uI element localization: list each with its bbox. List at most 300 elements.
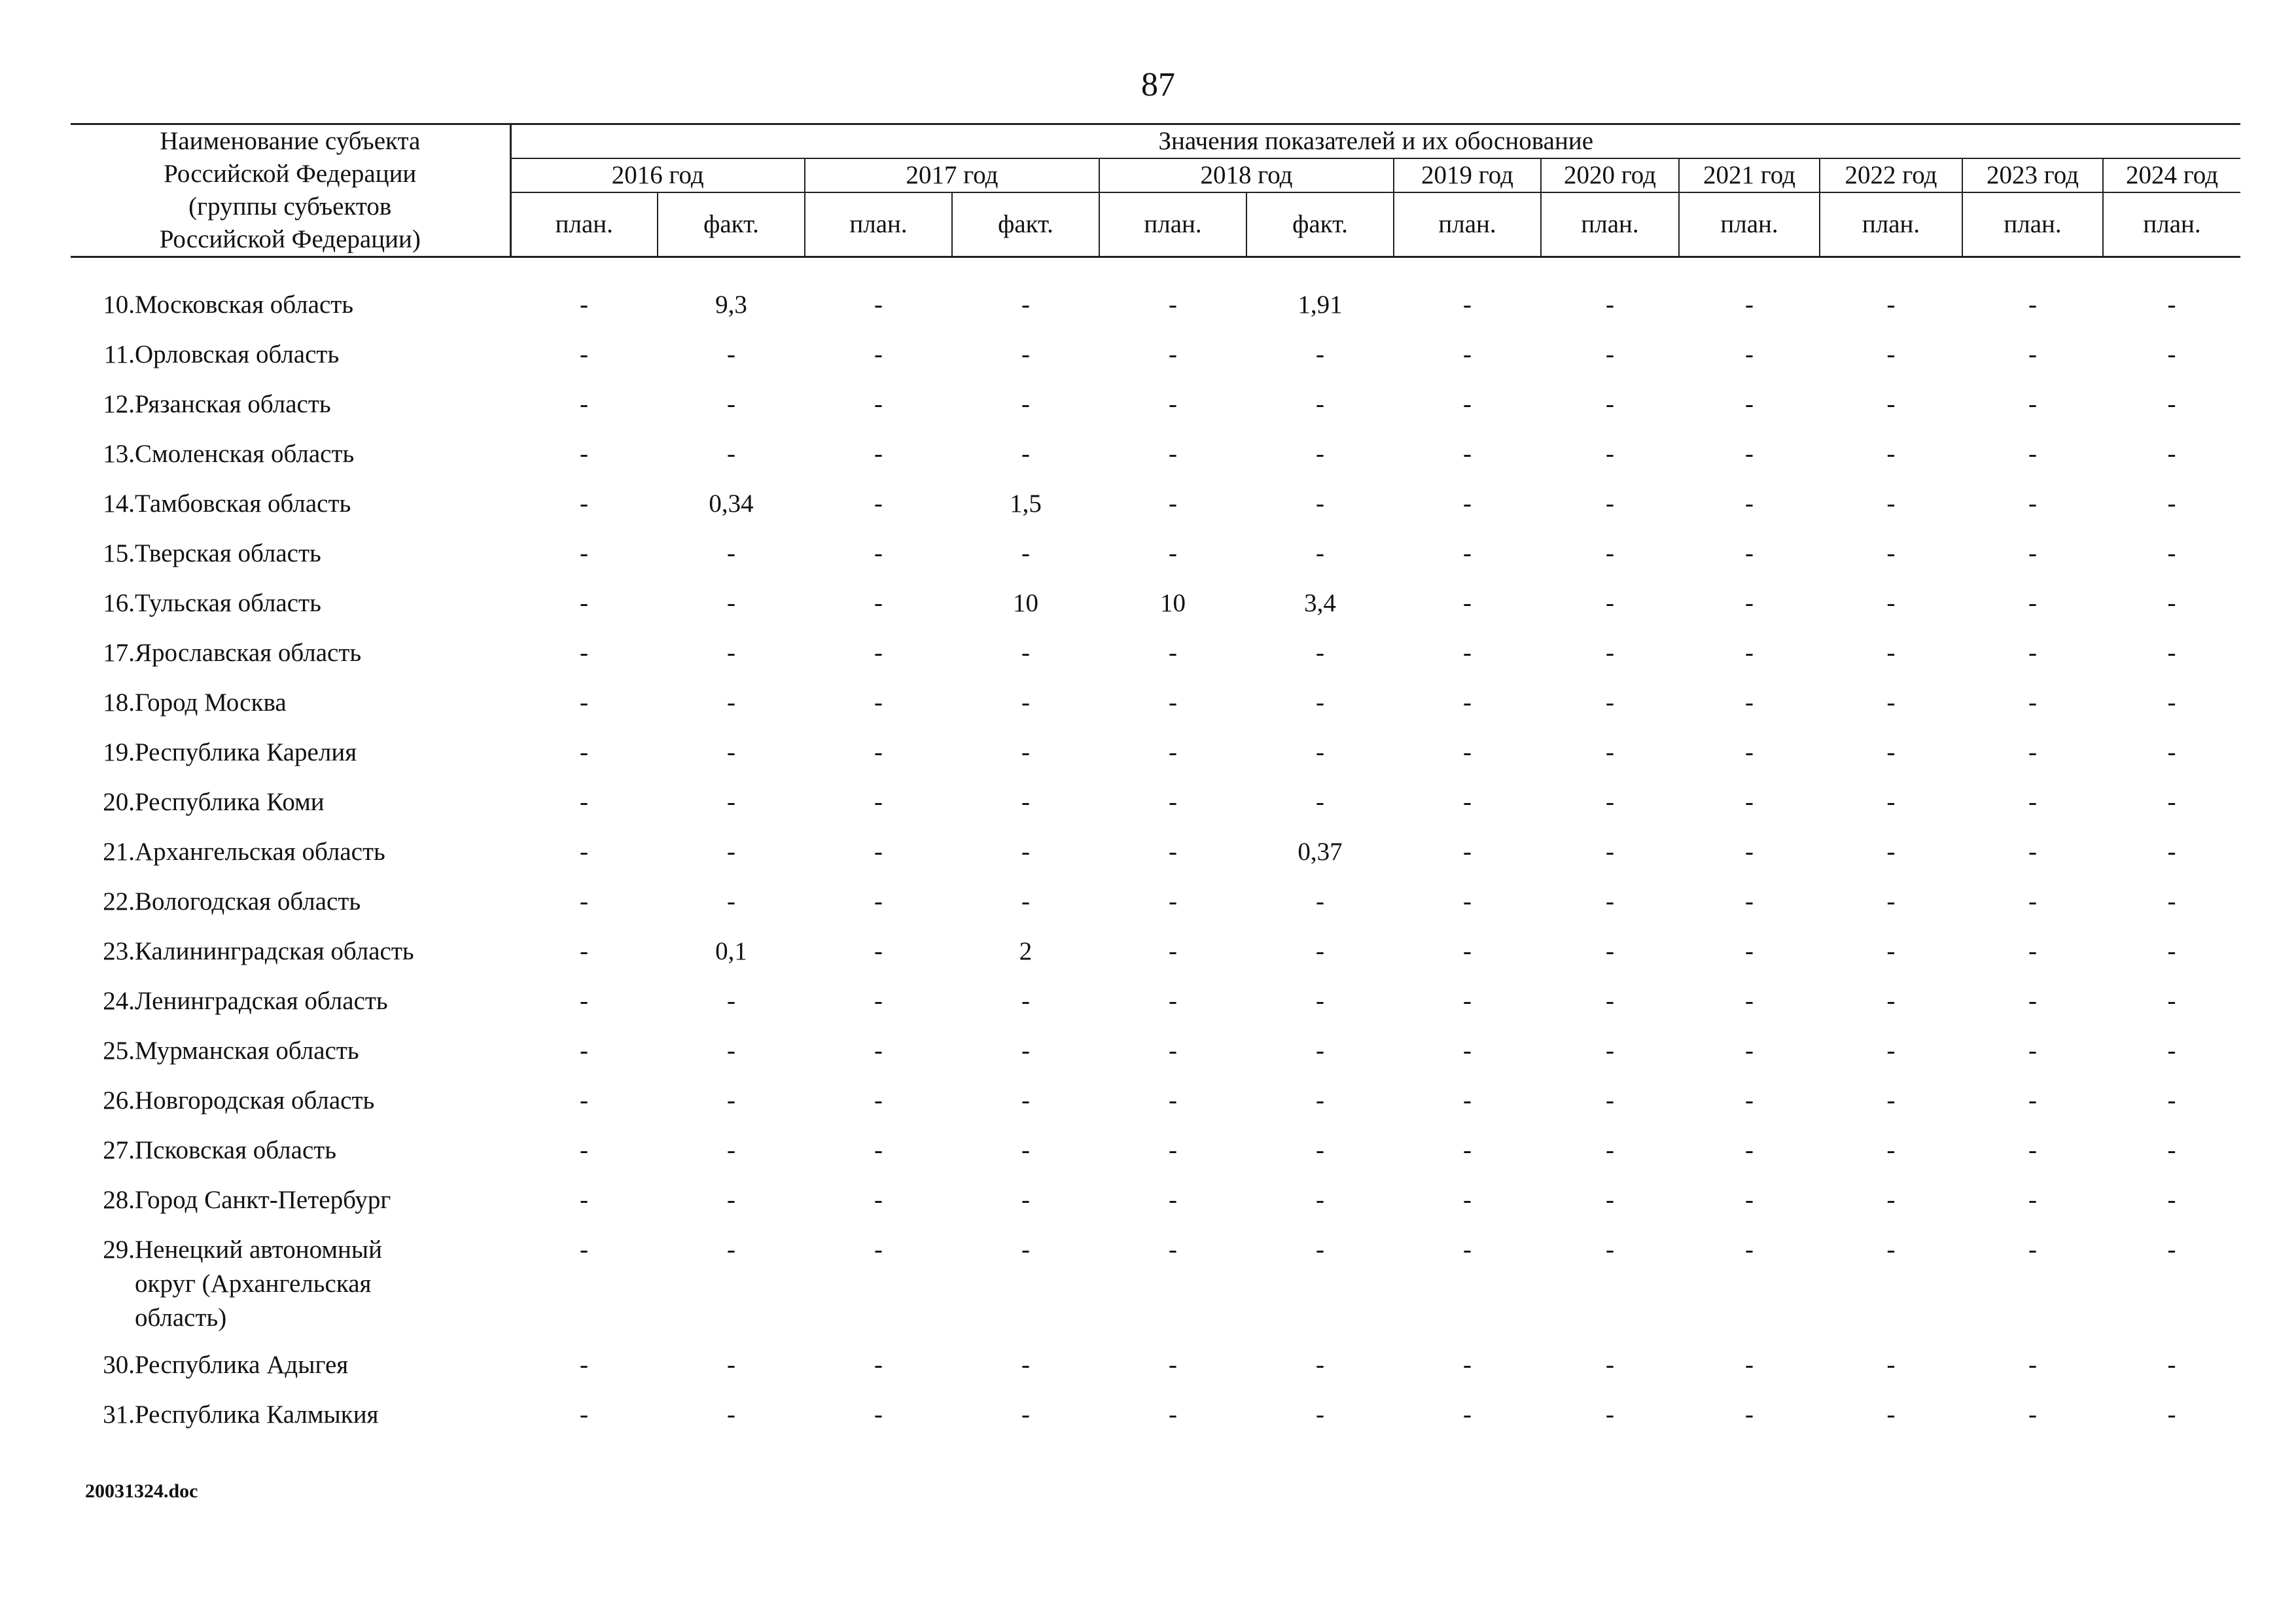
subheader-2017-fact: факт. [952,192,1099,257]
value-cell: - [580,1400,588,1429]
value-cell: - [1745,1086,1754,1115]
value-cell: - [1021,1400,1030,1429]
subheader-2022-plan: план. [1820,192,1962,257]
value-cell: - [1463,390,1472,418]
value-cell: - [1606,987,1614,1015]
value-cell: - [1316,887,1324,916]
subject-name: Город Москва [135,688,287,717]
subject-name: Ярославская область [135,639,362,667]
value-cell: - [2028,1037,2037,1065]
value-cell: - [874,937,883,965]
value-cell: - [1745,1351,1754,1379]
subject-name-line: область) [135,1304,227,1332]
value-cell: - [1463,291,1472,319]
value-cell: - [1463,1086,1472,1115]
value-cell: - [1463,440,1472,468]
value-cell: - [1745,1186,1754,1214]
value-cell: - [1316,440,1324,468]
value-cell: - [1316,1236,1324,1264]
value-cell: - [1316,937,1324,965]
value-cell: - [1745,738,1754,766]
value-cell: - [2167,1086,2176,1115]
row-number: 29. [103,1236,135,1264]
subject-name-header-line: Российской Федерации [164,160,417,188]
value-cell: - [727,1037,735,1065]
value-cell: - [580,639,588,667]
value-cell: 0,1 [715,937,747,965]
value-cell: - [1463,340,1472,368]
value-cell: - [727,1236,735,1264]
value-cell: - [580,937,588,965]
value-cell: - [580,738,588,766]
row-number: 26. [103,1086,135,1115]
value-cell: - [2167,340,2176,368]
row-number: 28. [103,1186,135,1214]
value-cell: - [1169,639,1177,667]
value-cell: - [580,539,588,567]
indicator-table [71,123,2240,1448]
value-cell: - [874,738,883,766]
value-cell: - [2028,937,2037,965]
value-cell: - [1463,738,1472,766]
value-cell: - [1021,539,1030,567]
value-cell: - [1463,688,1472,717]
subject-name-header-line: Российской Федерации) [159,225,421,253]
value-cell: - [1606,1400,1614,1429]
value-cell: - [2167,1186,2176,1214]
value-cell: - [2028,688,2037,717]
value-cell: - [2028,1400,2037,1429]
value-cell: - [727,838,735,866]
value-cell: - [1886,589,1896,617]
table-row [71,935,2240,984]
value-cell: - [1169,1136,1177,1164]
value-cell: - [727,688,735,717]
value-cell: - [1169,291,1177,319]
year-header-2017: 2017 год [805,158,1099,192]
value-cell: - [2167,887,2176,916]
table-row [71,288,2240,338]
value-cell: - [1606,440,1614,468]
value-cell: - [580,1037,588,1065]
value-cell: - [1021,688,1030,717]
value-cell: - [1745,1136,1754,1164]
value-cell: - [1606,539,1614,567]
table-row [71,338,2240,387]
value-cell: - [874,539,883,567]
value-cell: - [874,1400,883,1429]
value-cell: - [1021,440,1030,468]
value-cell: - [1463,539,1472,567]
row-number: 13. [103,440,135,468]
subject-name-header-line: Наименование субъекта [160,127,421,155]
row-number: 14. [103,490,135,518]
value-cell: - [874,1086,883,1115]
value-cell: - [1606,639,1614,667]
table-row [71,1183,2240,1233]
value-cell: - [1606,291,1614,319]
value-cell: - [1316,1136,1324,1164]
table-row [71,1398,2240,1448]
row-number: 23. [103,937,135,965]
value-cell: - [1606,1086,1614,1115]
value-cell: - [2028,1236,2037,1264]
row-number: 31. [103,1400,135,1429]
value-cell: - [1169,539,1177,567]
value-cell: - [1169,987,1177,1015]
value-cell: - [1169,1037,1177,1065]
value-cell: - [1316,987,1324,1015]
value-cell: - [1745,340,1754,368]
value-cell: - [727,1186,735,1214]
value-cell: - [580,1136,588,1164]
value-cell: - [874,688,883,717]
value-cell: - [1169,788,1177,816]
value-cell: 1,91 [1298,291,1343,319]
value-cell: - [2028,440,2037,468]
value-cell: - [727,887,735,916]
value-cell: - [2028,390,2037,418]
value-cell: - [874,887,883,916]
value-cell: 10 [1160,589,1186,617]
value-cell: - [2167,1400,2176,1429]
spacer-row [71,257,2240,289]
value-cell: - [1606,688,1614,717]
table-row [71,785,2240,835]
subject-name: Тульская область [135,589,321,617]
value-cell: - [727,738,735,766]
value-cell: - [1021,291,1030,319]
value-cell: - [1606,1136,1614,1164]
value-cell: - [1886,688,1896,717]
value-cell: - [580,1086,588,1115]
value-cell: - [1021,887,1030,916]
value-cell: - [1463,1236,1472,1264]
subheader-2021-plan: план. [1679,192,1820,257]
subject-name: Республика Коми [135,788,325,816]
value-cell: - [727,539,735,567]
subject-name: Тверская область [135,539,321,567]
value-cell: - [1316,340,1324,368]
value-cell: - [1745,688,1754,717]
value-cell: - [1021,1136,1030,1164]
value-cell: - [1169,390,1177,418]
row-number: 11. [103,340,135,368]
value-cell: - [874,1037,883,1065]
value-cell: - [1606,1236,1614,1264]
value-cell: - [1021,1351,1030,1379]
subject-name: Архангельская область [135,838,385,866]
value-cell: 1,5 [1010,490,1042,518]
value-cell: - [727,987,735,1015]
table-row [71,835,2240,885]
subject-name [135,1233,510,1348]
subject-name: Псковская область [135,1136,337,1164]
value-cell: - [1886,291,1896,319]
value-cell: - [874,788,883,816]
value-cell: - [727,788,735,816]
value-cell: - [1606,390,1614,418]
value-cell: - [2167,390,2176,418]
subject-name: Тамбовская область [135,490,351,518]
value-cell: - [874,987,883,1015]
value-cell: - [1316,788,1324,816]
value-cell: - [2167,838,2176,866]
value-cell: - [2028,639,2037,667]
value-cell: - [727,390,735,418]
value-cell: - [1316,1086,1324,1115]
value-cell: - [1021,1086,1030,1115]
value-cell: - [1463,639,1472,667]
value-cell: - [2167,639,2176,667]
value-cell: - [580,440,588,468]
row-number: 21. [103,838,135,866]
value-cell: 0,37 [1298,838,1343,866]
year-header-2022: 2022 год [1820,158,1962,192]
subheader-2020-plan: план. [1541,192,1679,257]
value-cell: - [2028,291,2037,319]
value-cell: - [2167,788,2176,816]
value-cell: 0,34 [709,490,754,518]
value-cell: - [1169,440,1177,468]
table-row [71,487,2240,537]
value-cell: - [1886,987,1896,1015]
value-cell: - [2028,1186,2037,1214]
value-cell: - [1316,390,1324,418]
value-cell: - [1886,1086,1896,1115]
value-cell: - [1021,987,1030,1015]
value-cell: - [1886,1236,1896,1264]
value-cell: - [1886,440,1896,468]
year-header-2020: 2020 год [1541,158,1679,192]
value-cell: - [1606,788,1614,816]
subheader-2018-plan: план. [1099,192,1246,257]
value-cell: - [1745,589,1754,617]
value-cell: - [1169,490,1177,518]
value-cell: - [580,987,588,1015]
table-row [71,1133,2240,1183]
value-cell: - [1316,490,1324,518]
subject-name: Мурманская область [135,1037,359,1065]
value-cell: - [1169,838,1177,866]
value-cell: - [580,838,588,866]
value-cell: - [580,340,588,368]
table-row [71,537,2240,586]
subject-name: Республика Карелия [135,738,357,766]
value-cell: - [2028,788,2037,816]
value-cell: - [1463,1351,1472,1379]
value-cell: - [2167,937,2176,965]
table-row [71,686,2240,736]
subject-name: Новгородская область [135,1086,375,1115]
table-row [71,1233,2240,1348]
table-row [71,1084,2240,1133]
value-cell: - [874,639,883,667]
subject-name-line: округ (Архангельская [135,1270,372,1298]
value-cell: - [727,639,735,667]
table-row [71,636,2240,686]
value-cell: - [2028,539,2037,567]
value-cell: - [1606,937,1614,965]
value-cell: - [1745,1037,1754,1065]
value-cell: - [580,1351,588,1379]
row-number: 30. [103,1351,135,1379]
value-cell: - [874,838,883,866]
value-cell: - [1886,1400,1896,1429]
value-cell: - [1021,738,1030,766]
value-cell: - [1169,738,1177,766]
year-header-2021: 2021 год [1679,158,1820,192]
row-number: 17. [103,639,135,667]
table-row [71,1034,2240,1084]
row-number: 10. [103,291,135,319]
table-row [71,736,2240,785]
value-cell: - [1463,490,1472,518]
row-number: 22. [103,887,135,916]
value-cell: - [1169,887,1177,916]
value-cell: - [1169,1236,1177,1264]
value-cell: - [1021,1186,1030,1214]
value-cell: - [2167,1037,2176,1065]
value-cell: - [727,589,735,617]
value-cell: - [2167,291,2176,319]
value-cell: - [874,390,883,418]
value-cell: - [874,1236,883,1264]
value-cell: 10 [1013,589,1038,617]
row-number: 18. [103,688,135,717]
value-cell: - [2167,589,2176,617]
value-cell: - [1745,1236,1754,1264]
value-cell: - [2028,589,2037,617]
value-cell: - [1886,490,1896,518]
value-cell: - [1169,1400,1177,1429]
table-row [71,984,2240,1034]
value-cell: - [1886,1351,1896,1379]
subject-name: Московская область [135,291,354,319]
subject-name: Вологодская область [135,887,361,916]
value-cell: - [1745,390,1754,418]
year-header-2019: 2019 год [1394,158,1541,192]
value-cell: - [1463,1136,1472,1164]
table-row [71,387,2240,437]
subheader-2023-plan: план. [1962,192,2103,257]
value-cell: - [580,1186,588,1214]
value-cell: - [580,291,588,319]
value-cell: - [727,1400,735,1429]
subject-name: Калининградская область [135,937,414,965]
value-cell: - [874,440,883,468]
value-cell: - [1021,1236,1030,1264]
value-cell: - [2028,987,2037,1015]
row-number: 25. [103,1037,135,1065]
value-cell: - [2028,838,2037,866]
value-cell: - [2028,738,2037,766]
value-cell: - [1886,738,1896,766]
value-cell: - [1316,639,1324,667]
value-cell: - [1463,887,1472,916]
value-cell: - [2167,440,2176,468]
value-cell: - [1606,589,1614,617]
year-header-2023: 2023 год [1962,158,2103,192]
subject-name: Республика Калмыкия [135,1400,379,1429]
value-cell: - [1463,1400,1472,1429]
value-cell: - [2167,1236,2176,1264]
value-cell: 3,4 [1304,589,1336,617]
value-cell: - [1021,390,1030,418]
subject-name-header-line: (группы субъектов [188,192,392,221]
value-cell: - [1745,639,1754,667]
value-cell: 9,3 [715,291,747,319]
value-cell: - [1606,1186,1614,1214]
value-cell: - [1463,788,1472,816]
value-cell: - [1606,340,1614,368]
subject-name: Рязанская область [135,390,331,418]
value-cell: - [874,1136,883,1164]
subheader-2016-fact: факт. [658,192,805,257]
value-cell: - [1745,1400,1754,1429]
value-cell: - [1745,539,1754,567]
value-cell: - [1745,490,1754,518]
value-cell: - [1463,987,1472,1015]
page-number: 87 [1141,66,1175,103]
value-cell: - [727,1351,735,1379]
row-number: 12. [103,390,135,418]
value-cell: - [2028,1351,2037,1379]
value-cell: - [874,589,883,617]
table-row [71,437,2240,487]
row-number: 24. [103,987,135,1015]
value-cell: - [1316,1186,1324,1214]
value-cell: - [727,340,735,368]
value-cell: - [1021,1037,1030,1065]
value-cell: - [727,1136,735,1164]
table-row [71,885,2240,935]
year-header-2018: 2018 год [1099,158,1394,192]
value-cell: - [1316,688,1324,717]
value-cell: - [1021,838,1030,866]
value-cell: - [1886,1136,1896,1164]
value-cell: - [2167,1136,2176,1164]
value-cell: - [2167,987,2176,1015]
value-cell: - [2028,1086,2037,1115]
value-cell: - [580,390,588,418]
row-number: 15. [103,539,135,567]
value-cell: - [874,490,883,518]
value-cell: - [2028,490,2037,518]
value-cell: - [1886,937,1896,965]
value-cell: - [580,490,588,518]
table-row [71,586,2240,636]
value-cell: - [1886,788,1896,816]
value-cell: - [2028,887,2037,916]
subject-name: Ленинградская область [135,987,388,1015]
row-number: 19. [103,738,135,766]
value-cell: - [1021,639,1030,667]
subject-name-header [71,124,510,257]
value-cell: - [874,291,883,319]
row-number: 20. [103,788,135,816]
value-cell: - [727,440,735,468]
value-cell: - [1606,1037,1614,1065]
value-cell: - [1745,838,1754,866]
value-cell: - [1316,539,1324,567]
value-cell: - [1463,589,1472,617]
table-row [71,1348,2240,1398]
value-cell: - [1463,937,1472,965]
value-cell: - [1745,440,1754,468]
value-cell: - [1606,1351,1614,1379]
value-cell: - [580,1236,588,1264]
